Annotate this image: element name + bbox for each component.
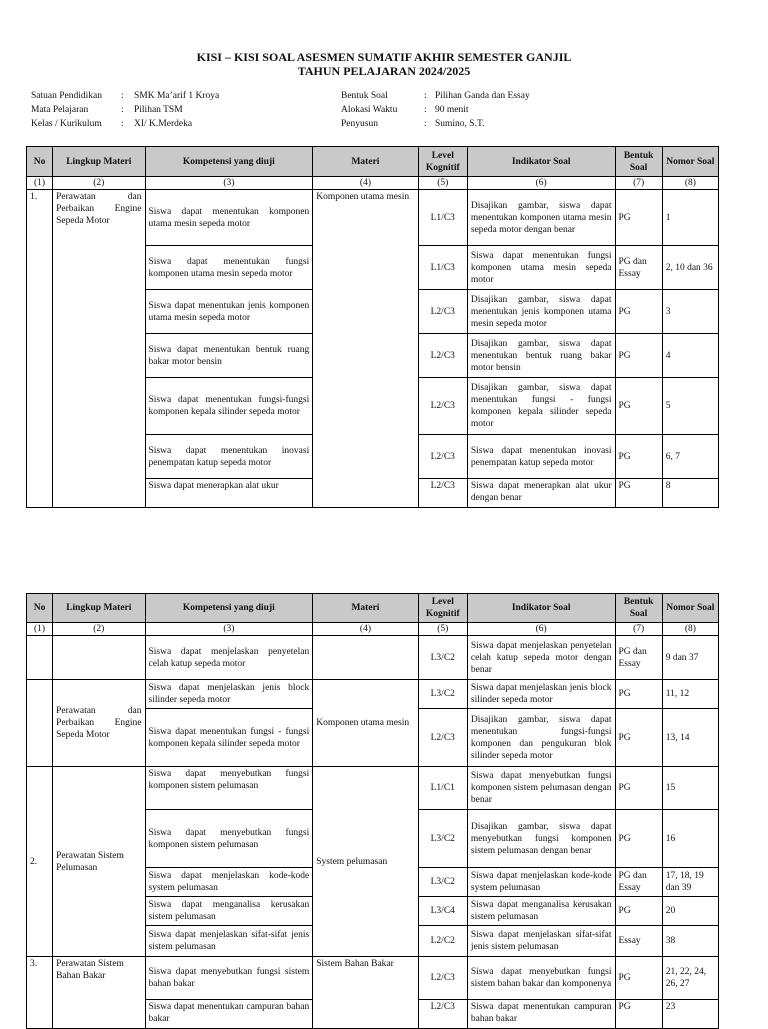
col-header-nomor: Nomor Soal <box>662 594 718 623</box>
kompetensi-cell: Siswa dapat menentukan jenis komponen utama mesin sepeda motor <box>145 290 313 334</box>
nomor-cell: 5 <box>662 378 718 435</box>
col-index: (3) <box>145 177 313 190</box>
col-index: (6) <box>467 177 615 190</box>
level-cell: L2/C3 <box>418 957 467 1000</box>
indikator-cell: Siswa dapat menjelaskan sifat-sifat jenis sistem pelumasan <box>467 926 615 957</box>
materi-cell: Sistem Bahan Bakar <box>313 957 418 1029</box>
nomor-cell: 8 <box>662 479 718 508</box>
row-number: 1. <box>27 190 53 508</box>
meta-colon: : <box>424 91 427 101</box>
nomor-cell: 3 <box>662 290 718 334</box>
col-index: (4) <box>313 177 418 190</box>
indikator-cell: Siswa dapat menjelaskan jenis block silinder sepeda motor <box>467 680 615 709</box>
materi-cell: Komponen utama mesin <box>313 680 418 767</box>
col-index: (3) <box>145 623 313 636</box>
level-cell: L2/C3 <box>418 1000 467 1029</box>
nomor-cell: 21, 22, 24, 26, 27 <box>662 957 718 1000</box>
col-index: (2) <box>53 623 145 636</box>
nomor-cell: 13, 14 <box>662 709 718 767</box>
meta-label: Kelas / Kurikulum <box>31 119 102 129</box>
level-cell: L2/C2 <box>418 926 467 957</box>
indikator-cell: Siswa dapat menyebutkan fungsi komponen sistem pelumasan dengan benar <box>467 767 615 810</box>
meta-row <box>31 103 331 117</box>
column-index-row <box>27 177 719 190</box>
meta-colon: : <box>424 105 427 115</box>
row-number: 3. <box>27 957 53 1029</box>
meta-value: Pilihan TSM <box>134 105 183 115</box>
indikator-cell: Siswa dapat menjelaskan penyetelan celah katup sepeda motor dengan benar <box>467 636 615 680</box>
col-header-level: Level Kognitif <box>418 594 467 623</box>
lingkup-materi-cell: Perawatan Sistem Bahan Bakar <box>53 957 145 1029</box>
nomor-cell: 16 <box>662 810 718 868</box>
bentuk-cell: PG dan Essay <box>615 868 662 897</box>
level-cell: L1/C3 <box>418 190 467 246</box>
bentuk-cell: PG <box>615 767 662 810</box>
indikator-cell: Siswa dapat menganalisa kerusakan sistem pelumasan <box>467 897 615 926</box>
col-index: (7) <box>615 623 662 636</box>
col-header-kompetensi: Kompetensi yang diuji <box>145 147 313 177</box>
kompetensi-cell: Siswa dapat menjelaskan penyetelan celah katup sepeda motor <box>145 636 313 680</box>
nomor-cell: 1 <box>662 190 718 246</box>
bentuk-cell: PG <box>615 680 662 709</box>
bentuk-cell: PG <box>615 957 662 1000</box>
col-header-bentuk: Bentuk Soal <box>615 147 662 177</box>
kompetensi-cell: Siswa dapat menerapkan alat ukur <box>145 479 313 508</box>
meta-left <box>31 89 331 133</box>
indikator-cell: Disajikan gambar, siswa dapat menentukan fungsi-fungsi komponen dan pengukuran blok silinder sepeda motor <box>467 709 615 767</box>
col-header-level: Level Kognitif <box>418 147 467 177</box>
indikator-cell: Siswa dapat menentukan campuran bahan bakar <box>467 1000 615 1029</box>
bentuk-cell: PG <box>615 378 662 435</box>
table-header-row <box>27 147 719 177</box>
nomor-cell: 17, 18, 19 dan 39 <box>662 868 718 897</box>
col-header-no: No <box>27 147 53 177</box>
table-header-row <box>27 594 719 623</box>
table-row <box>27 636 719 680</box>
meta-colon: : <box>121 119 124 129</box>
kompetensi-cell: Siswa dapat menjelaskan sifat-sifat jenis sistem pelumasan <box>145 926 313 957</box>
meta-label: Alokasi Waktu <box>341 105 398 115</box>
row-number: 2. <box>27 767 53 957</box>
kompetensi-cell: Siswa dapat menentukan bentuk ruang bakar motor bensin <box>145 334 313 378</box>
nomor-cell: 38 <box>662 926 718 957</box>
lingkup-materi-cell: Perawatan Sistem Pelumasan <box>53 767 145 957</box>
col-index: (1) <box>27 623 53 636</box>
bentuk-cell: PG <box>615 810 662 868</box>
level-cell: L2/C3 <box>418 479 467 508</box>
col-index: (7) <box>615 177 662 190</box>
level-cell: L3/C2 <box>418 868 467 897</box>
level-cell: L2/C3 <box>418 290 467 334</box>
kompetensi-cell: Siswa dapat menjelaskan kode-kode system pelumasan <box>145 868 313 897</box>
meta-value: Sumino, S.T. <box>435 119 485 129</box>
meta-colon: : <box>121 91 124 101</box>
meta-colon: : <box>121 105 124 115</box>
meta-row <box>341 89 641 103</box>
kompetensi-cell: Siswa dapat menyebutkan fungsi sistem bahan bakar <box>145 957 313 1000</box>
lingkup-materi-cell <box>53 636 145 680</box>
lingkup-materi-cell: Perawatan dan Perbaikan Engine Sepeda Motor <box>53 680 145 767</box>
meta-value: Pilihan Ganda dan Essay <box>435 91 530 101</box>
col-header-bentuk: Bentuk Soal <box>615 594 662 623</box>
kompetensi-cell: Siswa dapat menjelaskan jenis block silinder sepeda motor <box>145 680 313 709</box>
kompetensi-cell: Siswa dapat menentukan fungsi-fungsi komponen kepala silinder sepeda motor <box>145 378 313 435</box>
level-cell: L2/C3 <box>418 435 467 479</box>
meta-right <box>341 89 641 133</box>
meta-colon: : <box>424 119 427 129</box>
meta-label: Bentuk Soal <box>341 91 388 101</box>
level-cell: L2/C3 <box>418 378 467 435</box>
col-header-nomor: Nomor Soal <box>662 147 718 177</box>
bentuk-cell: PG <box>615 334 662 378</box>
kompetensi-cell: Siswa dapat menyebutkan fungsi komponen sistem pelumasan <box>145 767 313 810</box>
level-cell: L3/C2 <box>418 636 467 680</box>
col-header-materi: Materi <box>313 147 418 177</box>
bentuk-cell: PG <box>615 435 662 479</box>
document-title: KISI – KISI SOAL ASESMEN SUMATIF AKHIR SEMESTER GANJIL <box>196 50 572 64</box>
meta-label: Penyusun <box>341 119 378 129</box>
bentuk-cell: PG <box>615 290 662 334</box>
col-index: (1) <box>27 177 53 190</box>
level-cell: L2/C3 <box>418 334 467 378</box>
kompetensi-cell: Siswa dapat menentukan fungsi komponen utama mesin sepeda motor <box>145 246 313 290</box>
level-cell: L2/C3 <box>418 709 467 767</box>
kompetensi-cell: Siswa dapat menentukan inovasi penempatan katup sepeda motor <box>145 435 313 479</box>
table-row <box>27 680 719 709</box>
bentuk-cell: Essay <box>615 926 662 957</box>
indikator-cell: Siswa dapat menjelaskan kode-kode system pelumasan <box>467 868 615 897</box>
kompetensi-cell: Siswa dapat menyebutkan fungsi komponen sistem pelumasan <box>145 810 313 868</box>
table-row <box>27 190 719 246</box>
col-header-lingkup: Lingkup Materi <box>53 147 145 177</box>
col-header-indikator: Indikator Soal <box>467 147 615 177</box>
indikator-cell: Siswa dapat menerapkan alat ukur dengan benar <box>467 479 615 508</box>
kompetensi-cell: Siswa dapat menentukan fungsi - fungsi komponen kepala silinder sepeda motor <box>145 709 313 767</box>
indikator-cell: Siswa dapat menyebutkan fungsi sistem bahan bakar dan komponenya <box>467 957 615 1000</box>
meta-value: 90 menit <box>435 105 469 115</box>
nomor-cell: 15 <box>662 767 718 810</box>
row-number <box>27 636 53 680</box>
nomor-cell: 23 <box>662 1000 718 1029</box>
kompetensi-cell: Siswa dapat menentukan komponen utama mesin sepeda motor <box>145 190 313 246</box>
indikator-cell: Disajikan gambar, siswa dapat menentukan fungsi - fungsi komponen kepala silinder sepeda motor <box>467 378 615 435</box>
nomor-cell: 9 dan 37 <box>662 636 718 680</box>
col-header-materi: Materi <box>313 594 418 623</box>
indikator-cell: Disajikan gambar, siswa dapat menentukan komponen utama mesin sepeda motor dengan benar <box>467 190 615 246</box>
nomor-cell: 11, 12 <box>662 680 718 709</box>
level-cell: L3/C2 <box>418 810 467 868</box>
indikator-cell: Disajikan gambar, siswa dapat menyebutkan fungsi komponen sistem pelumasan dengan benar <box>467 810 615 868</box>
nomor-cell: 4 <box>662 334 718 378</box>
bentuk-cell: PG <box>615 709 662 767</box>
col-index: (8) <box>662 623 718 636</box>
indikator-cell: Siswa dapat menentukan inovasi penempatan katup sepeda motor <box>467 435 615 479</box>
column-index-row <box>27 623 719 636</box>
lingkup-materi-cell: Perawatan dan Perbaikan Engine Sepeda Motor <box>53 190 145 508</box>
kompetensi-cell: Siswa dapat menentukan campuran bahan bakar <box>145 1000 313 1029</box>
bentuk-cell: PG <box>615 190 662 246</box>
meta-row <box>31 89 331 103</box>
kisi-table-1 <box>26 146 719 508</box>
col-header-kompetensi: Kompetensi yang diuji <box>145 594 313 623</box>
col-index: (5) <box>418 177 467 190</box>
kompetensi-cell: Siswa dapat menganalisa kerusakan sistem pelumasan <box>145 897 313 926</box>
indikator-cell: Disajikan gambar, siswa dapat menentukan bentuk ruang bakar motor bensin <box>467 334 615 378</box>
col-index: (5) <box>418 623 467 636</box>
col-header-lingkup: Lingkup Materi <box>53 594 145 623</box>
bentuk-cell: PG dan Essay <box>615 246 662 290</box>
row-number <box>27 680 53 767</box>
level-cell: L3/C4 <box>418 897 467 926</box>
kisi-table-2 <box>26 593 719 1029</box>
materi-cell <box>313 636 418 680</box>
meta-label: Satuan Pendidikan <box>31 91 102 101</box>
col-index: (8) <box>662 177 718 190</box>
document-subtitle: TAHUN PELAJARAN 2024/2025 <box>297 64 471 78</box>
bentuk-cell: PG <box>615 1000 662 1029</box>
col-header-no: No <box>27 594 53 623</box>
bentuk-cell: PG dan Essay <box>615 636 662 680</box>
table-row <box>27 957 719 1000</box>
meta-row <box>341 103 641 117</box>
level-cell: L1/C3 <box>418 246 467 290</box>
meta-row <box>341 117 641 131</box>
col-index: (4) <box>313 623 418 636</box>
level-cell: L1/C1 <box>418 767 467 810</box>
bentuk-cell: PG <box>615 897 662 926</box>
meta-value: XI/ K.Merdeka <box>134 119 193 129</box>
col-header-indikator: Indikator Soal <box>467 594 615 623</box>
indikator-cell: Siswa dapat menentukan fungsi komponen utama mesin sepeda motor <box>467 246 615 290</box>
table-row <box>27 767 719 810</box>
meta-label: Mata Pelajaran <box>31 105 89 115</box>
indikator-cell: Disajikan gambar, siswa dapat menentukan jenis komponen utama mesin sepeda motor <box>467 290 615 334</box>
col-index: (2) <box>53 177 145 190</box>
materi-cell: Komponen utama mesin <box>313 190 418 508</box>
col-index: (6) <box>467 623 615 636</box>
nomor-cell: 2, 10 dan 36 <box>662 246 718 290</box>
level-cell: L3/C2 <box>418 680 467 709</box>
nomor-cell: 6, 7 <box>662 435 718 479</box>
nomor-cell: 20 <box>662 897 718 926</box>
bentuk-cell: PG <box>615 479 662 508</box>
materi-cell: System pelumasan <box>313 767 418 957</box>
meta-row <box>31 117 331 131</box>
meta-value: SMK Ma’arif 1 Kroya <box>134 91 220 101</box>
